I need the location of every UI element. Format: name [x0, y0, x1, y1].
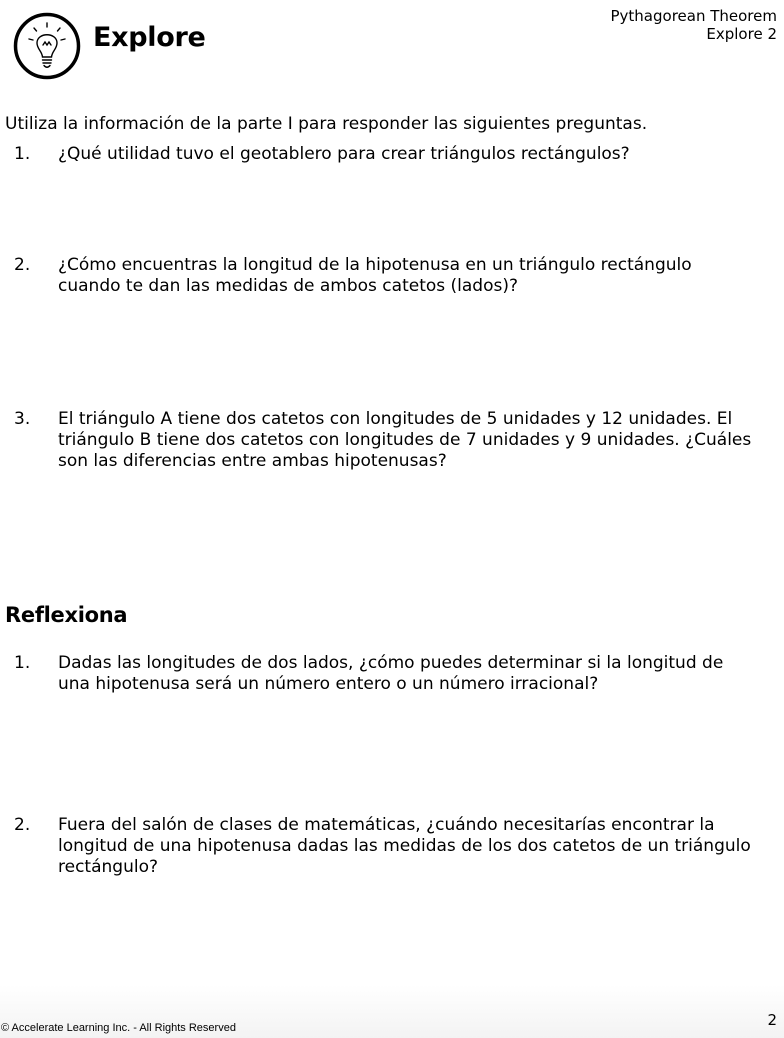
question-number: 1.: [14, 653, 31, 673]
question-text: ¿Cómo encuentras la longitud de la hipotenusa en un triángulo rectángulo cuando te dan las medidas de ambos catetos (lados)?: [58, 255, 692, 296]
page-title: Explore: [93, 22, 206, 53]
question-number: 1.: [14, 144, 31, 164]
copyright-text: © Accelerate Learning Inc. - All Rights Reserved: [1, 1022, 236, 1034]
question-number: 2.: [14, 255, 31, 275]
question-text: ¿Qué utilidad tuvo el geotablero para crear triángulos rectángulos?: [58, 144, 630, 164]
intro-text: Utiliza la información de la parte I para responder las siguientes preguntas.: [5, 114, 648, 134]
section-label: Explore 2: [706, 25, 777, 43]
page-number: 2: [767, 1011, 777, 1029]
lightbulb-icon: [13, 12, 81, 80]
topic-label: Pythagorean Theorem: [610, 7, 777, 25]
question-number: 3.: [14, 409, 31, 429]
question-text: El triángulo A tiene dos catetos con longitudes de 5 unidades y 12 unidades. El triángulo B tiene dos catetos con longitudes de 7 unidades y 9 unidades. ¿Cuáles son las diferencias entre ambas hipotenusas?: [58, 409, 752, 471]
header-info: [611, 7, 778, 43]
question-text: Dadas las longitudes de dos lados, ¿cómo puedes determinar si la longitud de una hipotenusa será un número entero o un número irracional?: [58, 653, 724, 694]
question-number: 2.: [14, 815, 31, 835]
reflect-heading: Reflexiona: [5, 603, 128, 627]
question-text: Fuera del salón de clases de matemáticas, ¿cuándo necesitarías encontrar la longitud de una hipotenusa dadas las medidas de los dos catetos de un triángulo rectángulo?: [58, 815, 751, 877]
